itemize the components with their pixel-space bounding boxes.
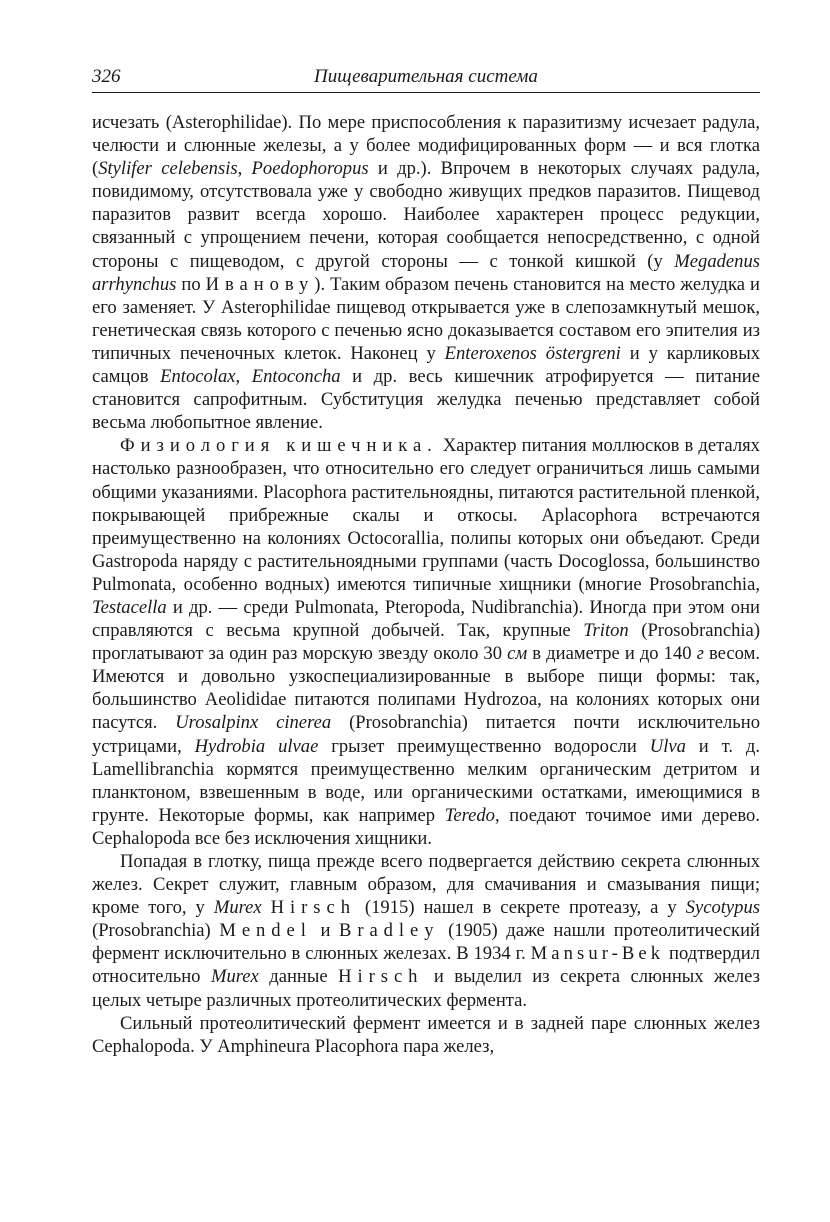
paragraph-gut-physiology <box>92 434 760 850</box>
taxon-name: Teredo <box>444 804 495 826</box>
taxon-name: Sycotypus <box>685 897 760 919</box>
taxon-name: Megadenus arrhynchus <box>92 250 760 295</box>
text-run: данные <box>258 966 339 988</box>
taxon-name: Hydrobia ulvae <box>194 735 319 757</box>
text-run: исчезать (Asterophilidae). По мере приспособления к паразитизму исчезает радула, челюсти и слюнные железы, а у более модифицированных форм — и вся глотка ( <box>92 112 760 180</box>
text-run: (Prosobranchia) проглатывают за один раз морскую звезду около 30 <box>92 620 761 665</box>
text-run: и у карликовых самцов <box>92 342 760 388</box>
taxon-name: Murex <box>213 897 262 919</box>
text-run: подтвердил относительно <box>92 943 760 988</box>
text-run <box>262 897 271 918</box>
taxon-name: Murex <box>210 966 259 988</box>
body-text <box>92 111 760 1058</box>
author-name: Hirsch <box>270 897 356 919</box>
text-run: (Prosobranchia) питается почти исключительно устрицами, <box>92 712 761 757</box>
taxon-name: Ulva <box>649 735 686 757</box>
text-run: (1905) даже нашли протеолитический фермент исключительно в слюнных железах. В 1934 г. <box>92 920 760 965</box>
author-name: Hirsch <box>338 966 424 988</box>
author-name: Mansur-Bek <box>530 943 665 965</box>
text-run: и <box>311 920 339 942</box>
unit: г <box>696 643 704 665</box>
text-run: Попадая в глотку, пища прежде всего подвергается действию секрета слюнных желез. Секрет служит, главным образом, для смачивания и смазывания пищи; кроме того, у <box>92 851 760 919</box>
running-head <box>92 58 760 88</box>
text-run: (1915) нашел в секрете протеазу, а у <box>355 897 686 919</box>
taxon-name: Testacella <box>92 596 167 618</box>
paragraph-parasite-reduction <box>92 111 760 434</box>
text-run: в диаметре и до 140 <box>527 643 697 665</box>
taxon-name: Stylifer celebensis <box>98 158 238 180</box>
text-run: ). Таким образом печень становится на место желудка и его заменяет. У Asterophilidae пищевод открывается уже в слепозамкнутый мешок, генетическая связь которого с печенью ясно доказывается составом его эпителия из типичных печеночных клеток. Наконец у <box>92 273 760 364</box>
taxon-name: Entocolax <box>160 366 236 388</box>
text-run: и др.). Впрочем в некоторых случаях радула, повидимому, отсутствовала уже у свободно живущих предков паразитов. Пищевод паразитов развит всегда хорошо. Наиболее характерен процесс редукции, связанный с упрощением печени, которая сообщается непосредственно, с одной стороны с пищеводом, с другой стороны — с тонкой кишкой (у <box>92 158 760 272</box>
taxon-name: Urosalpinx cinerea <box>175 712 332 734</box>
author-name: Иванову <box>205 273 315 295</box>
text-run: и др. — среди Pulmonata, Pteropoda, Nudibranchia). Иногда при этом они справляются с весьма крупной добычей. Так, крупные <box>92 596 760 642</box>
unit: см <box>507 643 528 665</box>
text-run: , <box>235 366 252 388</box>
text-run: Сильный протеолитический фермент имеется и в задней паре слюнных желез Cephalopoda. У Amphineura Placophora пара желез, <box>92 1012 760 1057</box>
author-name: Bradley <box>338 920 440 942</box>
taxon-name: Triton <box>583 620 629 642</box>
text-run: , поедают точимое ими дерево. Cephalopoda все без исключения хищники. <box>92 804 761 849</box>
taxon-name: Poedophoropus <box>251 158 369 180</box>
header-rule <box>92 92 760 93</box>
text-run: и выделил из секрета слюнных желез целых четыре различных протеолитических фермента. <box>92 966 760 1011</box>
running-title: Пищеварительная система <box>314 66 538 87</box>
taxon-name: Entoconcha <box>251 366 341 388</box>
text-run: по <box>176 273 206 295</box>
text-run: Характер питания моллюсков в деталях настолько разнообразен, что относительно его следует ограничиться лишь самыми общими указаниями. Placophora растительноядны, питаются растительной пленкой, покрывающей прибрежные скалы и откосы. Aplacophora встречаются преимущественно на колониях Octocorallia, полипы которых они объедают. Среди Gastropoda наряду с растительноядными группами (часть Docoglossa, большинство Pulmonata, особенно водных) имеются типичные хищники (многие Prosobranchia, <box>92 435 760 595</box>
author-name: Mendel <box>219 920 312 942</box>
text-run: и т. д. Lamellibranchia кормятся преимущественно мелким органическим детритом и планктоном, взвешенным в воде, или органическими остатками, имеющимися в грунте. Некоторые формы, как например <box>92 735 760 826</box>
text-run: весом. Имеются и довольно узкоспециализированные в выборе пищи формы: так, большинство Aeolididae питаются полипами Hydrozoa, на колониях которых они пасутся. <box>92 643 760 734</box>
text-run: и др. весь кишечник атрофируется — питание становится сапрофитным. Субституция желудка печенью представляет собой весьма любопытное явление. <box>92 366 760 434</box>
paragraph-salivary-glands <box>92 850 760 1012</box>
page-number: 326 <box>92 66 121 87</box>
text-run: грызет преимущественно водоросли <box>318 735 650 757</box>
text-run: , <box>237 158 252 180</box>
section-heading: Физиология кишечника. <box>120 435 438 457</box>
paragraph-proteolytic-enzyme <box>92 1012 760 1058</box>
taxon-name: Enteroxenos östergreni <box>444 342 621 364</box>
text-run: (Prosobranchia) <box>92 920 220 942</box>
book-page <box>92 58 760 1058</box>
